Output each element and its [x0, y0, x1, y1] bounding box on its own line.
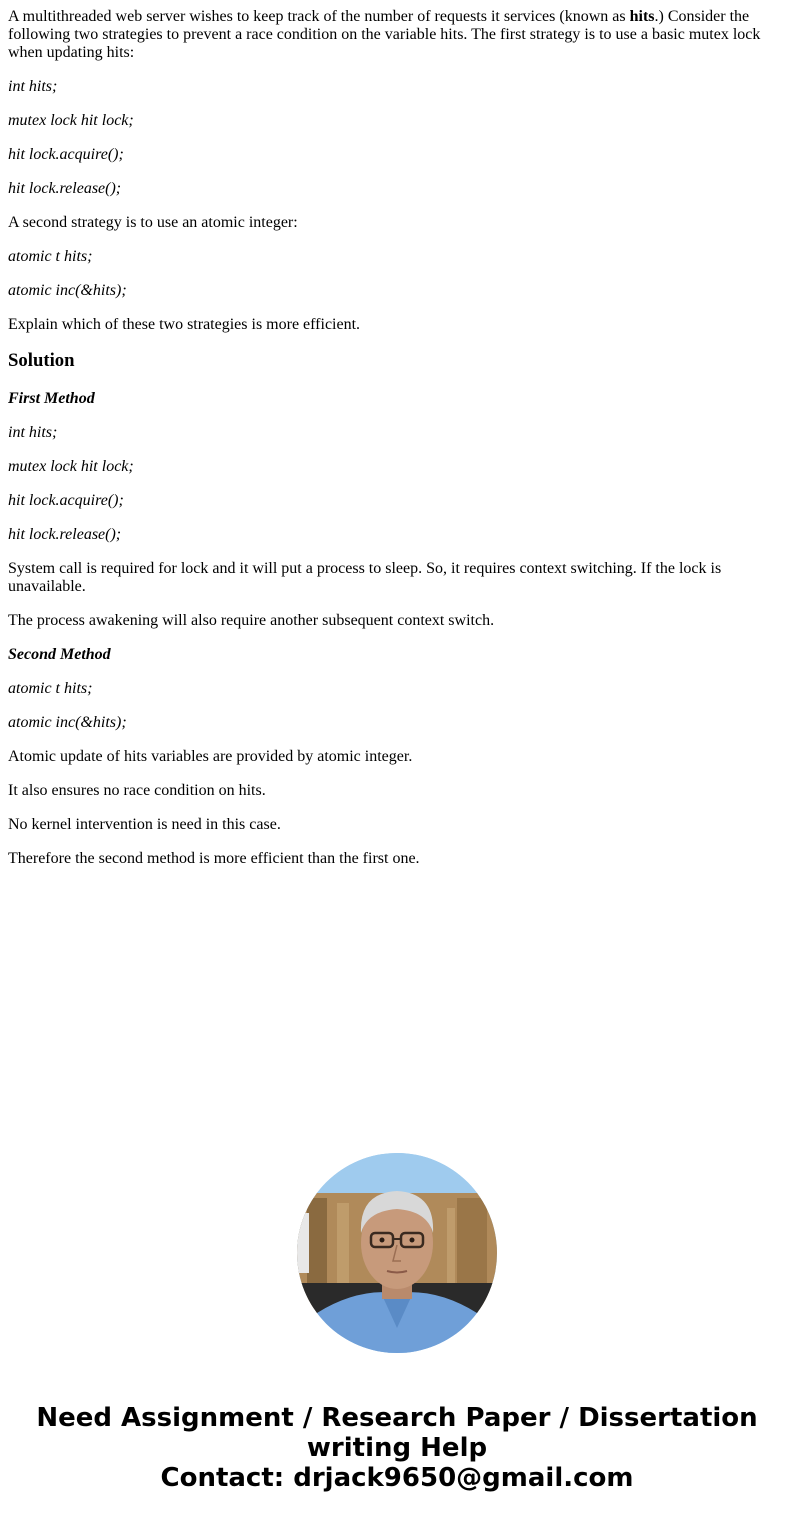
explanation-paragraph: System call is required for lock and it will put a process to sleep. So, it requires context switching. If the lock is unavailable. — [8, 560, 722, 595]
second-strategy-intro: A second strategy is to use an atomic integer: — [8, 214, 298, 231]
promo-line: writing Help — [306, 1433, 488, 1463]
author-avatar — [297, 1153, 497, 1353]
code-line: mutex lock hit lock; — [8, 112, 134, 129]
code-line: hit lock.release(); — [8, 180, 122, 197]
code-line: atomic t hits; — [8, 680, 93, 697]
question-intro-text: A multithreaded web server wishes to keep track of the number of requests it services (known as — [8, 8, 630, 25]
explanation-paragraph: It also ensures no race condition on hits. — [8, 782, 266, 799]
author-photo-icon — [297, 1153, 497, 1353]
question-intro-text-end: .) Consider the following two strategies to prevent a race condition on the variable hits. The first strategy is to use a basic mutex lock when updating hits: — [8, 8, 761, 61]
code-line: hit lock.acquire(); — [8, 146, 124, 163]
code-line: int hits; — [8, 78, 58, 95]
question-intro — [8, 8, 778, 62]
explanation-paragraph: No kernel intervention is need in this case. — [8, 816, 281, 833]
code-line: atomic inc(&hits); — [8, 282, 127, 299]
contact-email: Contact: drjack9650@gmail.com — [160, 1463, 634, 1493]
code-line: mutex lock hit lock; — [8, 458, 134, 475]
explanation-paragraph: Atomic update of hits variables are provided by atomic integer. — [8, 748, 413, 765]
code-line: hit lock.release(); — [8, 526, 122, 543]
promo-banner — [0, 1403, 794, 1493]
code-line: hit lock.acquire(); — [8, 492, 124, 509]
second-method-title: Second Method — [8, 646, 111, 663]
first-method-title: First Method — [8, 390, 95, 407]
document-body — [8, 8, 778, 884]
question-prompt: Explain which of these two strategies is more efficient. — [8, 316, 361, 333]
question-intro-bold: hits — [629, 8, 655, 25]
code-line: atomic inc(&hits); — [8, 714, 127, 731]
promo-line: Need Assignment / Research Paper / Dissertation — [36, 1403, 758, 1433]
explanation-paragraph: Therefore the second method is more efficient than the first one. — [8, 850, 420, 867]
solution-heading: Solution — [8, 350, 75, 371]
code-line: atomic t hits; — [8, 248, 93, 265]
explanation-paragraph: The process awakening will also require another subsequent context switch. — [8, 612, 495, 629]
code-line: int hits; — [8, 424, 58, 441]
